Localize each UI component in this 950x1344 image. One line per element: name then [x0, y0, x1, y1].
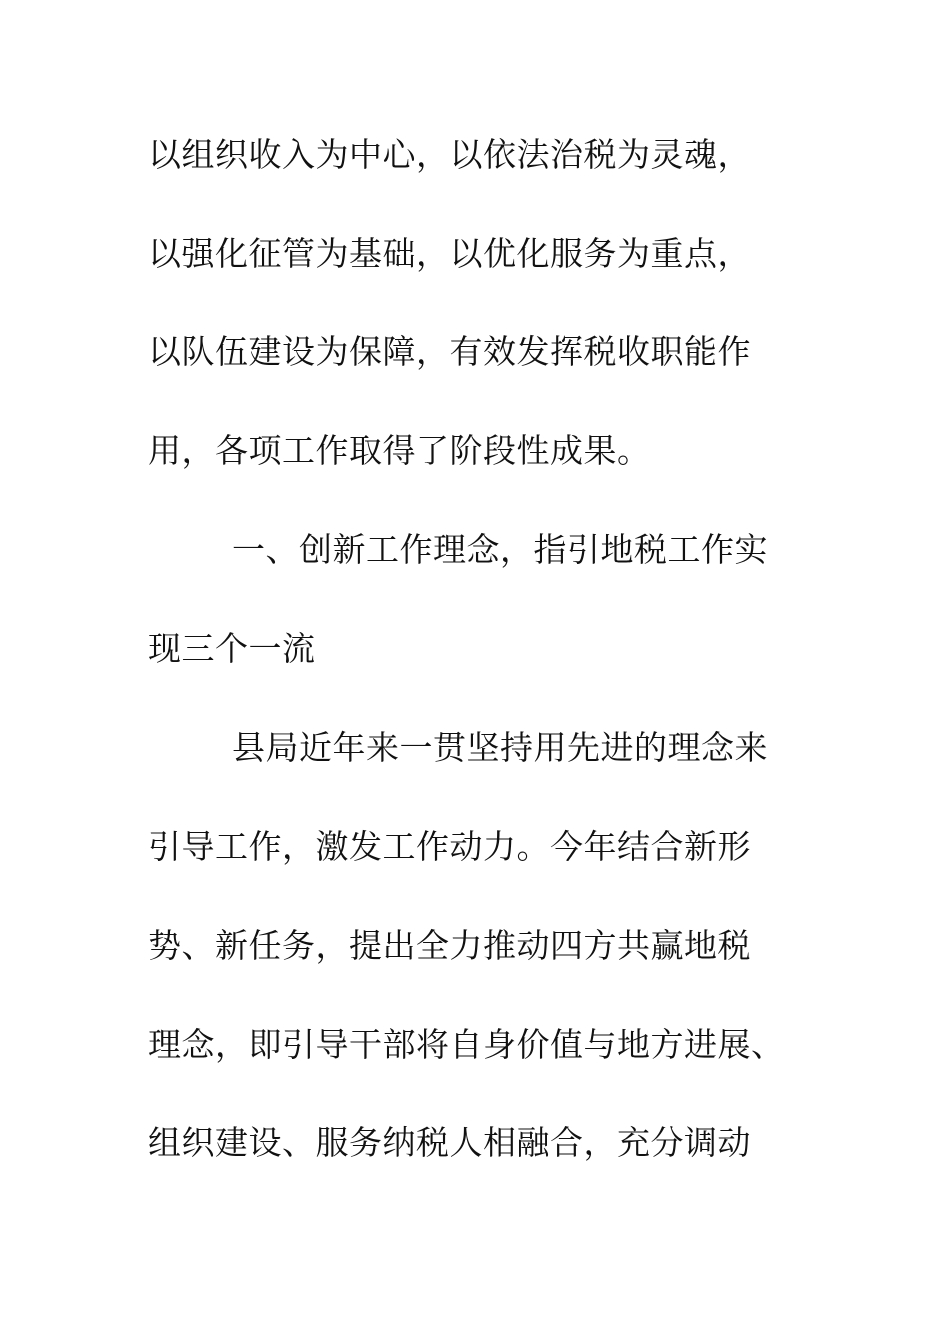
- body-text-line: 组织建设、服务纳税人相融合，充分调动: [148, 1123, 751, 1162]
- body-text-line: 以组织收入为中心，以依法治税为灵魂，: [148, 135, 751, 174]
- body-text-line: 理念，即引导干部将自身价值与地方进展、: [148, 1025, 785, 1064]
- section-heading-line: 现三个一流: [148, 629, 316, 668]
- body-text-line: 县局近年来一贯坚持用先进的理念来: [232, 728, 768, 767]
- section-heading-line: 一、创新工作理念，指引地税工作实: [232, 530, 768, 569]
- body-text-line: 以强化征管为基础，以优化服务为重点，: [148, 234, 751, 273]
- body-text-line: 势、新任务，提出全力推动四方共赢地税: [148, 926, 751, 965]
- body-text-line: 用，各项工作取得了阶段性成果。: [148, 431, 651, 470]
- body-text-line: 引导工作，激发工作动力。今年结合新形: [148, 827, 751, 866]
- body-text-line: 以队伍建设为保障，有效发挥税收职能作: [148, 332, 751, 371]
